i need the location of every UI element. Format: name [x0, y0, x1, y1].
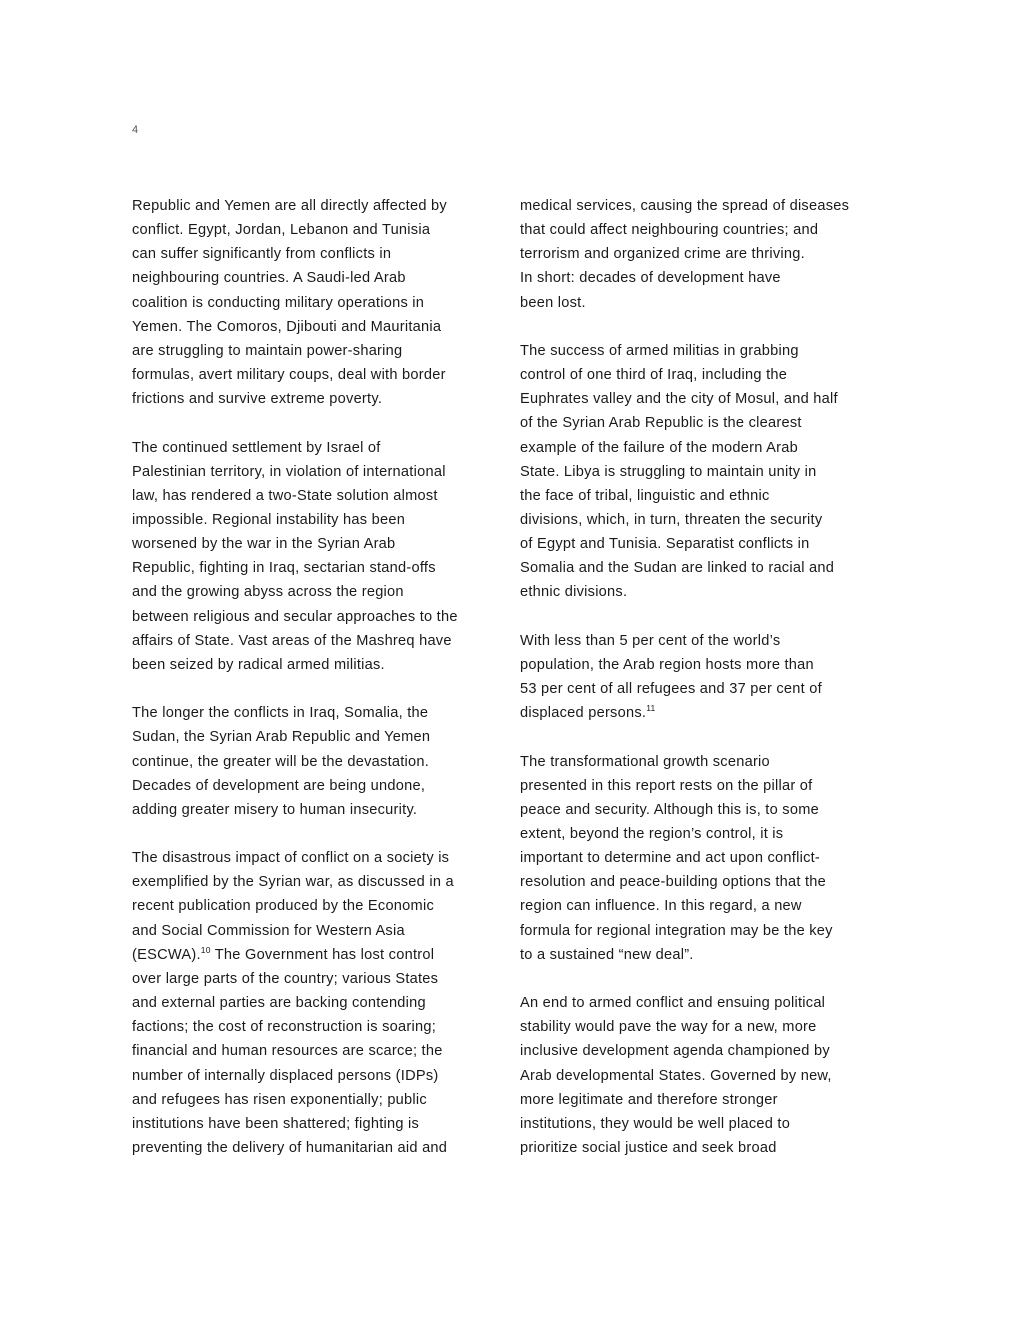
text-line: been lost. [520, 294, 586, 311]
text-line: of Egypt and Tunisia. Separatist conflicts in [520, 536, 810, 553]
text-line: ethnic divisions. [520, 584, 628, 601]
paragraph [520, 629, 888, 726]
right-column [520, 194, 888, 1184]
text-line: Decades of development are being undone, [132, 777, 426, 794]
text-line: frictions and survive extreme poverty. [132, 391, 383, 408]
text-line: institutions, they would be well placed to [520, 1115, 791, 1132]
text-line: In short: decades of development have [520, 270, 781, 287]
text-line: and Social Commission for Western Asia [132, 922, 405, 939]
text-line: peace and security. Although this is, to some [520, 801, 819, 818]
text-line: number of internally displaced persons (IDPs) [132, 1067, 439, 1084]
text-line: example of the failure of the modern Arab [520, 439, 798, 456]
text-line: important to determine and act upon conflict- [520, 850, 821, 867]
text-line: 53 per cent of all refugees and 37 per cent of [520, 681, 822, 698]
text-line: and external parties are backing contending [132, 995, 426, 1012]
text-line-with-footnote [520, 701, 888, 725]
text-line: neighbouring countries. A Saudi-led Arab [132, 270, 406, 287]
text-line: Republic, fighting in Iraq, sectarian stand-offs [132, 560, 436, 577]
text-line: of the Syrian Arab Republic is the clearest [520, 415, 802, 432]
text-line: and refugees has risen exponentially; public [132, 1091, 427, 1108]
paragraph [520, 750, 888, 967]
text-line: prioritize social justice and seek broad [520, 1140, 777, 1157]
text-line: affairs of State. Vast areas of the Mashreq have [132, 632, 452, 649]
text-line: formulas, avert military coups, deal with border [132, 367, 446, 384]
text-line: region can influence. In this regard, a new [520, 898, 802, 915]
text-line: factions; the cost of reconstruction is soaring; [132, 1019, 437, 1036]
text-line: The continued settlement by Israel of [132, 439, 381, 456]
left-column [132, 194, 500, 1184]
text-line: more legitimate and therefore stronger [520, 1091, 778, 1108]
paragraph [132, 701, 500, 822]
text-line: divisions, which, in turn, threaten the security [520, 512, 823, 529]
footnote-ref-10[interactable]: 10 [200, 944, 211, 955]
text-line: Sudan, the Syrian Arab Republic and Yemen [132, 729, 431, 746]
text-line: formula for regional integration may be the key [520, 922, 833, 939]
text-line: are struggling to maintain power-sharing [132, 342, 403, 359]
text-line: medical services, causing the spread of diseases [520, 198, 850, 214]
text-line: control of one third of Iraq, including the [520, 367, 788, 384]
text-line: resolution and peace-building options that the [520, 874, 827, 891]
text-line: Arab developmental States. Governed by new, [520, 1067, 832, 1084]
text-line: presented in this report rests on the pillar of [520, 777, 813, 794]
text-line: The success of armed militias in grabbing [520, 342, 799, 359]
text-line: can suffer significantly from conflicts in [132, 246, 392, 263]
text-line: The transformational growth scenario [520, 753, 770, 770]
paragraph [520, 339, 888, 605]
text-line: terrorism and organized crime are thriving. [520, 246, 805, 263]
paragraph [132, 846, 500, 1160]
text-line-with-footnote [132, 943, 500, 967]
text-fragment: (ESCWA). [132, 946, 201, 963]
text-line: Palestinian territory, in violation of international [132, 463, 446, 480]
text-line: impossible. Regional instability has been [132, 512, 406, 529]
paragraph [132, 194, 500, 411]
text-line: extent, beyond the region’s control, it is [520, 826, 784, 843]
text-line: exemplified by the Syrian war, as discussed in a [132, 874, 454, 891]
text-line: been seized by radical armed militias. [132, 656, 385, 673]
text-fragment: displaced persons. [520, 705, 647, 722]
text-line: between religious and secular approaches to the [132, 608, 458, 625]
text-line: inclusive development agenda championed by [520, 1043, 830, 1060]
text-line: and the growing abyss across the region [132, 584, 404, 601]
text-line: institutions have been shattered; fighting is [132, 1115, 420, 1132]
text-line: The disastrous impact of conflict on a society is [132, 850, 450, 867]
text-line: the face of tribal, linguistic and ethnic [520, 487, 770, 504]
text-line: Yemen. The Comoros, Djibouti and Mauritania [132, 318, 442, 335]
text-line: Euphrates valley and the city of Mosul, and half [520, 391, 838, 408]
text-line: recent publication produced by the Economic [132, 898, 434, 915]
text-line: preventing the delivery of humanitarian aid and [132, 1140, 448, 1157]
text-line: adding greater misery to human insecurity. [132, 801, 418, 818]
text-line: continue, the greater will be the devastation. [132, 753, 430, 770]
text-line: that could affect neighbouring countries; and [520, 222, 819, 239]
text-line: coalition is conducting military operations in [132, 294, 425, 311]
text-line: An end to armed conflict and ensuing political [520, 995, 826, 1012]
text-line: Somalia and the Sudan are linked to racial and [520, 560, 835, 577]
text-line: stability would pave the way for a new, more [520, 1019, 817, 1036]
text-fragment: The Government has lost control [210, 946, 435, 963]
paragraph [520, 991, 888, 1160]
text-line: worsened by the war in the Syrian Arab [132, 536, 396, 553]
text-line: The longer the conflicts in Iraq, Somalia, the [132, 705, 429, 722]
paragraph [132, 436, 500, 678]
page-number: 4 [132, 124, 139, 136]
text-line: financial and human resources are scarce; the [132, 1043, 443, 1060]
text-line: conflict. Egypt, Jordan, Lebanon and Tunisia [132, 222, 431, 239]
text-line: to a sustained “new deal”. [520, 946, 694, 963]
text-line: With less than 5 per cent of the world’s [520, 632, 781, 649]
footnote-ref-11[interactable]: 11 [646, 703, 656, 714]
text-line: law, has rendered a two-State solution almost [132, 487, 438, 504]
text-line: State. Libya is struggling to maintain unity in [520, 463, 817, 480]
text-line: over large parts of the country; various States [132, 970, 439, 987]
paragraph [520, 194, 888, 315]
text-line: Republic and Yemen are all directly affected by [132, 198, 447, 214]
text-line: population, the Arab region hosts more than [520, 656, 814, 673]
